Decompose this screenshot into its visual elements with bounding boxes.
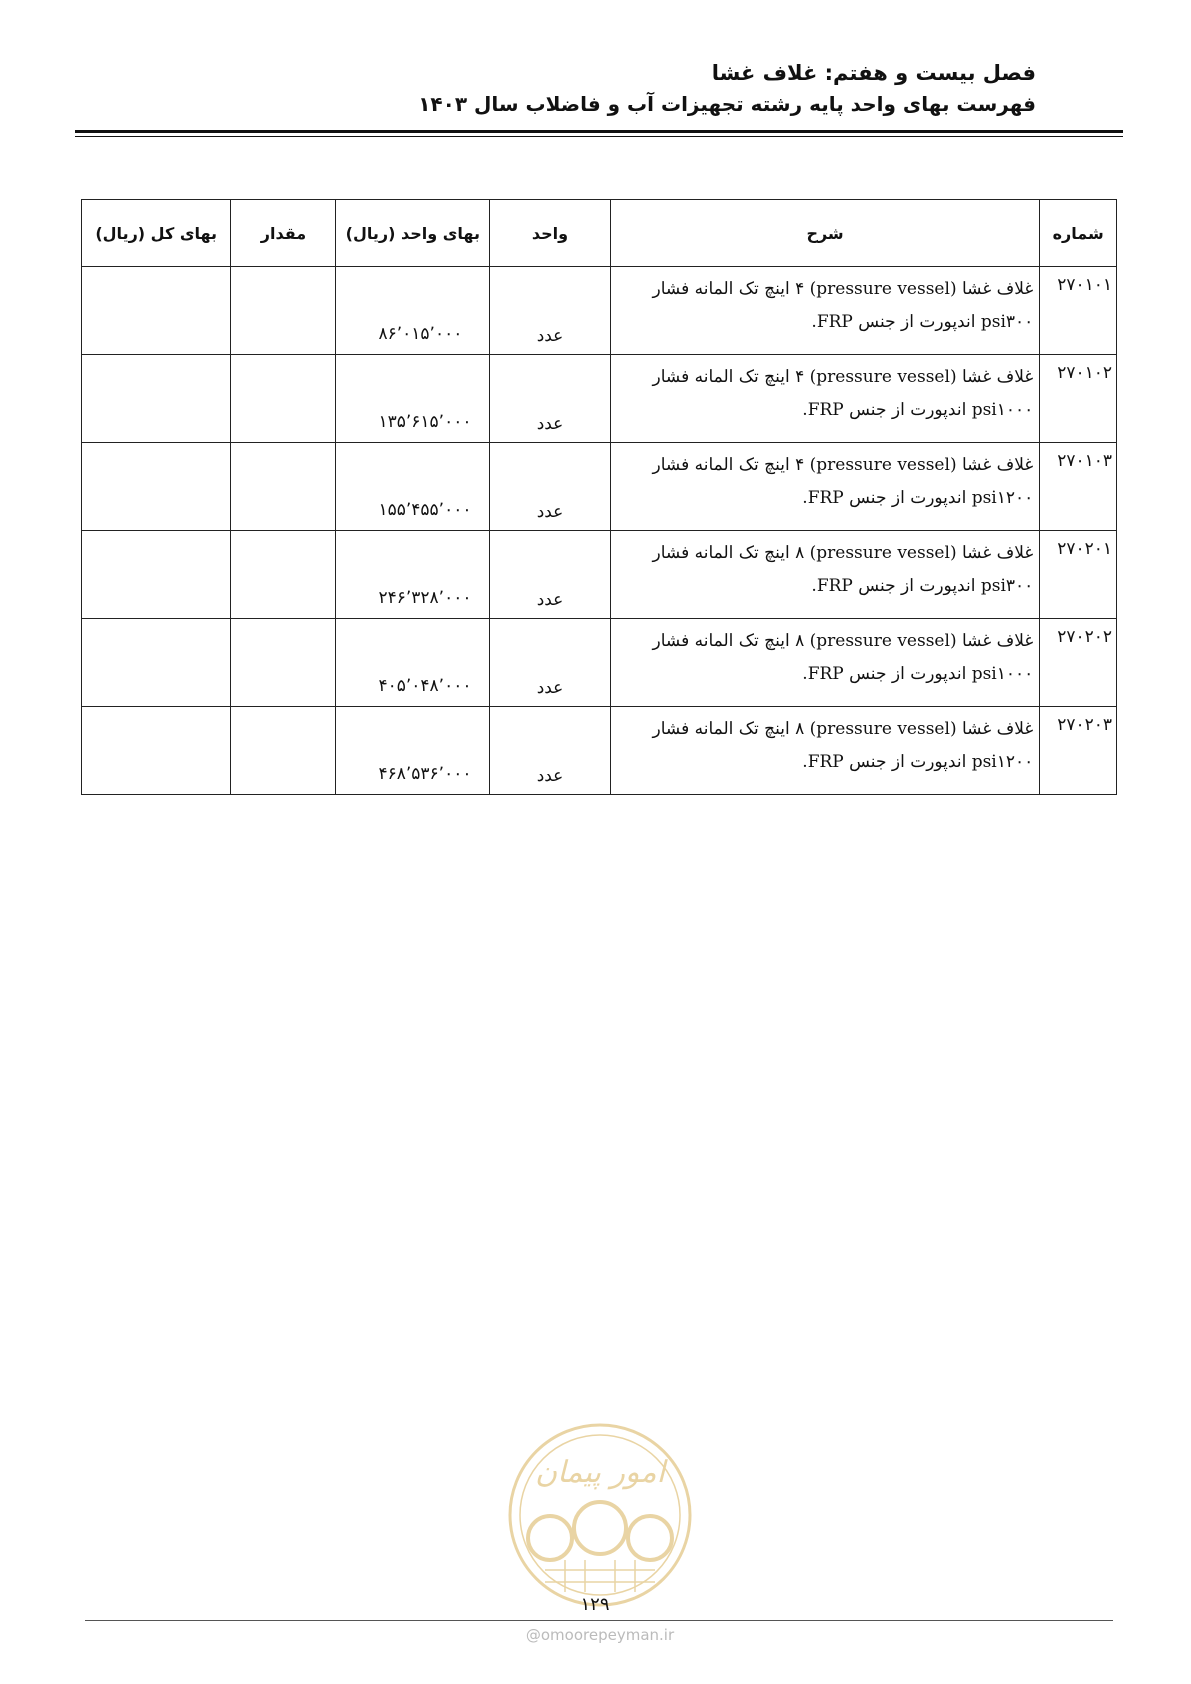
document-title: فهرست بهای واحد پایه رشته تجهیزات آب و فاضلاب سال ۱۴۰۳ [418,92,1036,116]
item-description [610,619,1039,707]
item-quantity [231,443,336,531]
description-line-2: psi۳۰۰ اندپورت از جنس FRP. [811,312,1034,332]
item-number: ۲۷۰۱۰۲ [1040,355,1117,443]
col-header-number: شماره [1040,200,1117,267]
publisher-seal-icon [505,1420,695,1610]
item-unit-price: ۲۴۶٬۳۲۸٬۰۰۰ [336,531,490,619]
description-line-2: psi۳۰۰ اندپورت از جنس FRP. [811,576,1034,596]
item-number: ۲۷۰۲۰۲ [1040,619,1117,707]
item-description [610,443,1039,531]
table-row [82,355,1117,443]
item-quantity [231,619,336,707]
description-line-1: غلاف غشا (pressure vessel) ۸ اینچ تک المانه فشار [652,543,1034,563]
table-header-row [82,200,1117,267]
col-header-total-price: بهای کل (ریال) [82,200,231,267]
item-total-price [82,619,231,707]
col-header-quantity: مقدار [231,200,336,267]
chapter-title: فصل بیست و هفتم: غلاف غشا [711,61,1036,85]
table-row [82,443,1117,531]
item-description [610,267,1039,355]
item-unit: عدد [490,707,611,795]
item-unit: عدد [490,355,611,443]
item-unit-price: ۱۵۵٬۴۵۵٬۰۰۰ [336,443,490,531]
table-row [82,267,1117,355]
table-row [82,707,1117,795]
item-number: ۲۷۰۲۰۳ [1040,707,1117,795]
item-total-price [82,707,231,795]
item-unit-price: ۸۶٬۰۱۵٬۰۰۰ [336,267,490,355]
page-number: ۱۲۹ [580,1594,610,1615]
item-description [610,707,1039,795]
item-quantity [231,707,336,795]
item-number: ۲۷۰۱۰۳ [1040,443,1117,531]
item-number: ۲۷۰۱۰۱ [1040,267,1117,355]
item-total-price [82,443,231,531]
description-line-2: psi۱۰۰۰ اندپورت از جنس FRP. [802,664,1034,684]
description-line-1: غلاف غشا (pressure vessel) ۸ اینچ تک المانه فشار [652,719,1034,739]
description-line-1: غلاف غشا (pressure vessel) ۴ اینچ تک المانه فشار [652,367,1034,387]
col-header-description: شرح [610,200,1039,267]
table-row [82,619,1117,707]
header-rule-thin [75,136,1123,137]
item-total-price [82,531,231,619]
item-description [610,355,1039,443]
item-total-price [82,267,231,355]
description-line-2: psi۱۲۰۰ اندپورت از جنس FRP. [802,752,1034,772]
item-unit-price: ۴۶۸٬۵۳۶٬۰۰۰ [336,707,490,795]
page-header [75,58,1036,120]
col-header-unit-price: بهای واحد (ریال) [336,200,490,267]
item-total-price [82,355,231,443]
item-unit: عدد [490,531,611,619]
website-watermark: @omoorepeyman.ir [525,1626,675,1644]
item-quantity [231,267,336,355]
price-table [81,199,1117,795]
description-line-1: غلاف غشا (pressure vessel) ۴ اینچ تک المانه فشار [652,279,1034,299]
description-line-2: psi۱۲۰۰ اندپورت از جنس FRP. [802,488,1034,508]
svg-text:امور پیمان: امور پیمان [535,1455,665,1490]
description-line-1: غلاف غشا (pressure vessel) ۴ اینچ تک المانه فشار [652,455,1034,475]
description-line-2: psi۱۰۰۰ اندپورت از جنس FRP. [802,400,1034,420]
table-row [82,531,1117,619]
item-unit: عدد [490,267,611,355]
item-unit-price: ۱۳۵٬۶۱۵٬۰۰۰ [336,355,490,443]
item-unit: عدد [490,619,611,707]
item-quantity [231,531,336,619]
item-quantity [231,355,336,443]
footer-rule [85,1620,1113,1621]
item-unit: عدد [490,443,611,531]
item-description [610,531,1039,619]
col-header-unit: واحد [490,200,611,267]
description-line-1: غلاف غشا (pressure vessel) ۸ اینچ تک المانه فشار [652,631,1034,651]
item-number: ۲۷۰۲۰۱ [1040,531,1117,619]
item-unit-price: ۴۰۵٬۰۴۸٬۰۰۰ [336,619,490,707]
header-rule-thick [75,130,1123,133]
